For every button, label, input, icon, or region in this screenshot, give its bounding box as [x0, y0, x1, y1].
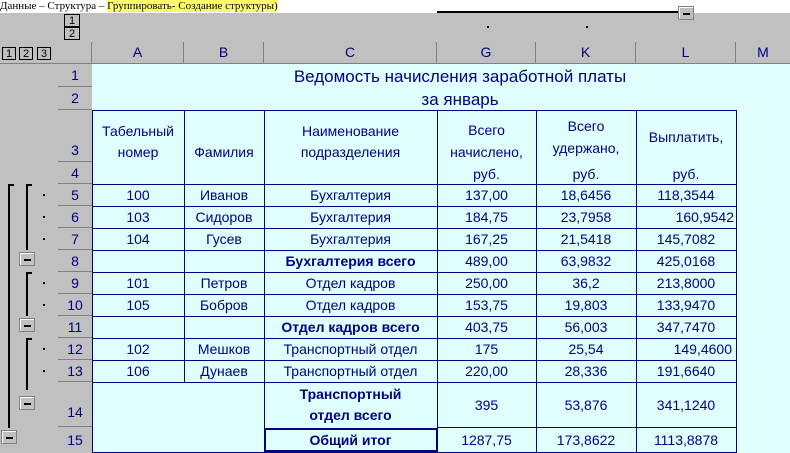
- cell-k13[interactable]: 28,336: [564, 363, 608, 379]
- cell-b7[interactable]: Гусев: [206, 231, 242, 247]
- cell-k14[interactable]: 53,876: [564, 396, 608, 413]
- collapse-group-otdel-kadrov-button[interactable]: [19, 318, 35, 332]
- cell-c15[interactable]: Общий итог: [309, 431, 392, 448]
- header-department-line2: подразделения: [300, 144, 401, 160]
- cell-c13[interactable]: Транспортный отдел: [283, 363, 418, 379]
- cell-a6[interactable]: 103: [126, 209, 150, 225]
- row-header-2[interactable]: 2: [58, 87, 92, 110]
- cell-l12[interactable]: 149,4600: [673, 341, 732, 357]
- table-border: [92, 110, 737, 111]
- cell-g8[interactable]: 489,00: [465, 253, 508, 269]
- cell-a13[interactable]: 106: [126, 363, 150, 379]
- cell-b10[interactable]: Бобров: [199, 297, 248, 313]
- cell-g13[interactable]: 220,00: [465, 363, 508, 379]
- sheet-title-line2: за январь: [421, 90, 499, 109]
- row-header-14[interactable]: 14: [58, 382, 92, 427]
- header-tab-number-line1: Табельный: [102, 123, 174, 139]
- header-accrued-line1: Всего: [468, 122, 505, 138]
- cell-l9[interactable]: 213,8000: [656, 275, 716, 291]
- outline-dot: [43, 194, 45, 196]
- cell-l7[interactable]: 145,7082: [656, 231, 716, 247]
- cell-g5[interactable]: 137,00: [465, 187, 508, 203]
- header-withheld-line2: удержано,: [552, 140, 620, 156]
- cell-c14-line1[interactable]: Транспортный: [299, 386, 402, 402]
- cell-g12[interactable]: 175: [474, 341, 499, 357]
- column-header-c[interactable]: C: [264, 42, 437, 64]
- outline-dot: [43, 370, 45, 372]
- row-header-12[interactable]: 12: [58, 338, 92, 360]
- column-header-b[interactable]: B: [184, 42, 264, 64]
- column-header-g[interactable]: G: [437, 42, 536, 64]
- collapse-group-transport-button[interactable]: [19, 396, 35, 410]
- outline-bar-level2: [26, 272, 28, 316]
- cell-l10[interactable]: 133,9470: [656, 297, 716, 313]
- menu-path-caption: [0, 0, 280, 13]
- header-accrued-line3: руб.: [473, 166, 500, 182]
- cell-g6[interactable]: 184,75: [465, 209, 508, 225]
- cell-a7[interactable]: 104: [126, 231, 150, 247]
- row-header-1[interactable]: 1: [58, 64, 92, 87]
- header-pay-line1: Выплатить,: [648, 129, 724, 145]
- header-department-line1: Наименование: [301, 123, 400, 139]
- cell-c5[interactable]: Бухгалтерия: [310, 187, 391, 203]
- row-level-3-button[interactable]: 3: [37, 47, 51, 60]
- header-withheld-line3: руб.: [572, 166, 600, 182]
- header-accrued-line2: начислено,: [450, 144, 523, 160]
- cell-c10[interactable]: Отдел кадров: [305, 297, 396, 313]
- cell-g15[interactable]: 1287,75: [461, 431, 512, 448]
- cell-c14-line2[interactable]: отдел всего: [309, 407, 392, 423]
- column-header-k[interactable]: K: [536, 42, 636, 64]
- row-header-10[interactable]: 10: [58, 294, 92, 316]
- cell-c11[interactable]: Отдел кадров всего: [281, 319, 420, 335]
- outline-dot: [43, 348, 45, 350]
- cell-b9[interactable]: Петров: [200, 275, 248, 291]
- caption-text: Данные – Структура –: [0, 0, 108, 12]
- collapse-columns-button[interactable]: [678, 6, 694, 20]
- select-all-corner[interactable]: [58, 42, 92, 64]
- cell-b6[interactable]: Сидоров: [195, 209, 253, 225]
- cell-g11[interactable]: 403,75: [465, 319, 508, 335]
- collapse-group-buhgalteriya-button[interactable]: [19, 252, 35, 266]
- row-level-1-button[interactable]: 1: [2, 47, 16, 60]
- cell-l6[interactable]: 160,9542: [675, 209, 734, 225]
- cell-a5[interactable]: 100: [126, 187, 150, 203]
- outline-bar-level2: [26, 184, 28, 250]
- cell-l13[interactable]: 191,6640: [656, 363, 716, 379]
- cell-c8[interactable]: Бухгалтерия всего: [285, 253, 416, 269]
- cell-k9[interactable]: 36,2: [572, 275, 600, 291]
- row-header-5[interactable]: 5: [58, 184, 92, 206]
- cell-l11[interactable]: 347,7470: [656, 319, 716, 335]
- cell-a12[interactable]: 102: [126, 341, 150, 357]
- outline-dot: [43, 304, 45, 306]
- row-header-11[interactable]: 11: [58, 316, 92, 338]
- row-level-2-button[interactable]: 2: [19, 47, 33, 60]
- row-header-3[interactable]: 3: [58, 110, 92, 162]
- cell-b13[interactable]: Дунаев: [200, 363, 248, 379]
- outline-dot: [43, 238, 45, 240]
- row-header-4[interactable]: 4: [58, 162, 92, 184]
- header-withheld-line1: Всего: [567, 118, 605, 134]
- cell-k11[interactable]: 56,003: [564, 319, 608, 335]
- outline-dot: [43, 282, 45, 284]
- column-header-m[interactable]: M: [736, 42, 790, 64]
- cell-l5[interactable]: 118,3544: [657, 187, 715, 203]
- outline-bar-level2: [26, 338, 28, 390]
- cell-k5[interactable]: 18,6456: [560, 187, 612, 203]
- header-surname: Фамилия: [194, 144, 254, 160]
- cell-k7[interactable]: 21,5418: [560, 231, 612, 247]
- outline-dot: [43, 216, 45, 218]
- row-header-7[interactable]: 7: [58, 228, 92, 250]
- collapse-all-button[interactable]: [1, 430, 17, 444]
- cell-k15[interactable]: 173,8622: [556, 431, 616, 448]
- cell-g7[interactable]: 167,25: [465, 231, 508, 247]
- cell-b5[interactable]: Иванов: [199, 187, 249, 203]
- cell-b12[interactable]: Мешков: [197, 341, 251, 357]
- cell-k12[interactable]: 25,54: [568, 341, 604, 357]
- cell-k8[interactable]: 63,9832: [560, 253, 612, 269]
- outline-bar-level1: [8, 184, 10, 428]
- table-border: [736, 110, 737, 453]
- caption-highlight: Группировать- Создание структуры): [107, 0, 278, 12]
- cell-l14[interactable]: 341,1240: [656, 396, 716, 413]
- column-group-bar: [437, 11, 680, 13]
- cell-g9[interactable]: 250,00: [465, 275, 508, 291]
- row-header-13[interactable]: 13: [58, 360, 92, 382]
- column-header-a[interactable]: A: [92, 42, 184, 64]
- cell-c7[interactable]: Бухгалтерия: [310, 231, 391, 247]
- outline-bar-level2: [26, 338, 32, 340]
- cell-g14[interactable]: 395: [474, 396, 499, 413]
- outline-bar-level1: [8, 184, 14, 186]
- row-header-8[interactable]: 8: [58, 250, 92, 272]
- header-pay-line2: руб.: [672, 166, 700, 182]
- sheet-title-line1: Ведомость начисления заработной платы: [293, 67, 627, 86]
- cell-l8[interactable]: 425,0168: [656, 253, 716, 269]
- group-dot: [586, 26, 588, 28]
- col-level-2-button[interactable]: 2: [64, 27, 80, 40]
- row-header-6[interactable]: 6: [58, 206, 92, 228]
- cell-k6[interactable]: 23,7958: [560, 209, 612, 225]
- cell-a10[interactable]: 105: [126, 297, 150, 313]
- row-header-15[interactable]: 15: [58, 427, 92, 453]
- cell-k10[interactable]: 19,803: [564, 297, 608, 313]
- header-tab-number-line2: номер: [117, 144, 159, 160]
- cell-a9[interactable]: 101: [126, 275, 150, 291]
- outline-bar-level2: [26, 272, 32, 274]
- row-header-9[interactable]: 9: [58, 272, 92, 294]
- column-header-l[interactable]: L: [636, 42, 736, 64]
- cell-c12[interactable]: Транспортный отдел: [283, 341, 418, 357]
- cell-g10[interactable]: 153,75: [465, 297, 508, 313]
- outline-corner: [0, 13, 58, 42]
- group-dot: [487, 26, 489, 28]
- cell-c6[interactable]: Бухгалтерия: [310, 209, 391, 225]
- cell-l15[interactable]: 1113,8878: [653, 431, 719, 448]
- outline-bar-level2: [26, 184, 32, 186]
- cell-c9[interactable]: Отдел кадров: [305, 275, 396, 291]
- col-level-1-button[interactable]: 1: [64, 14, 80, 27]
